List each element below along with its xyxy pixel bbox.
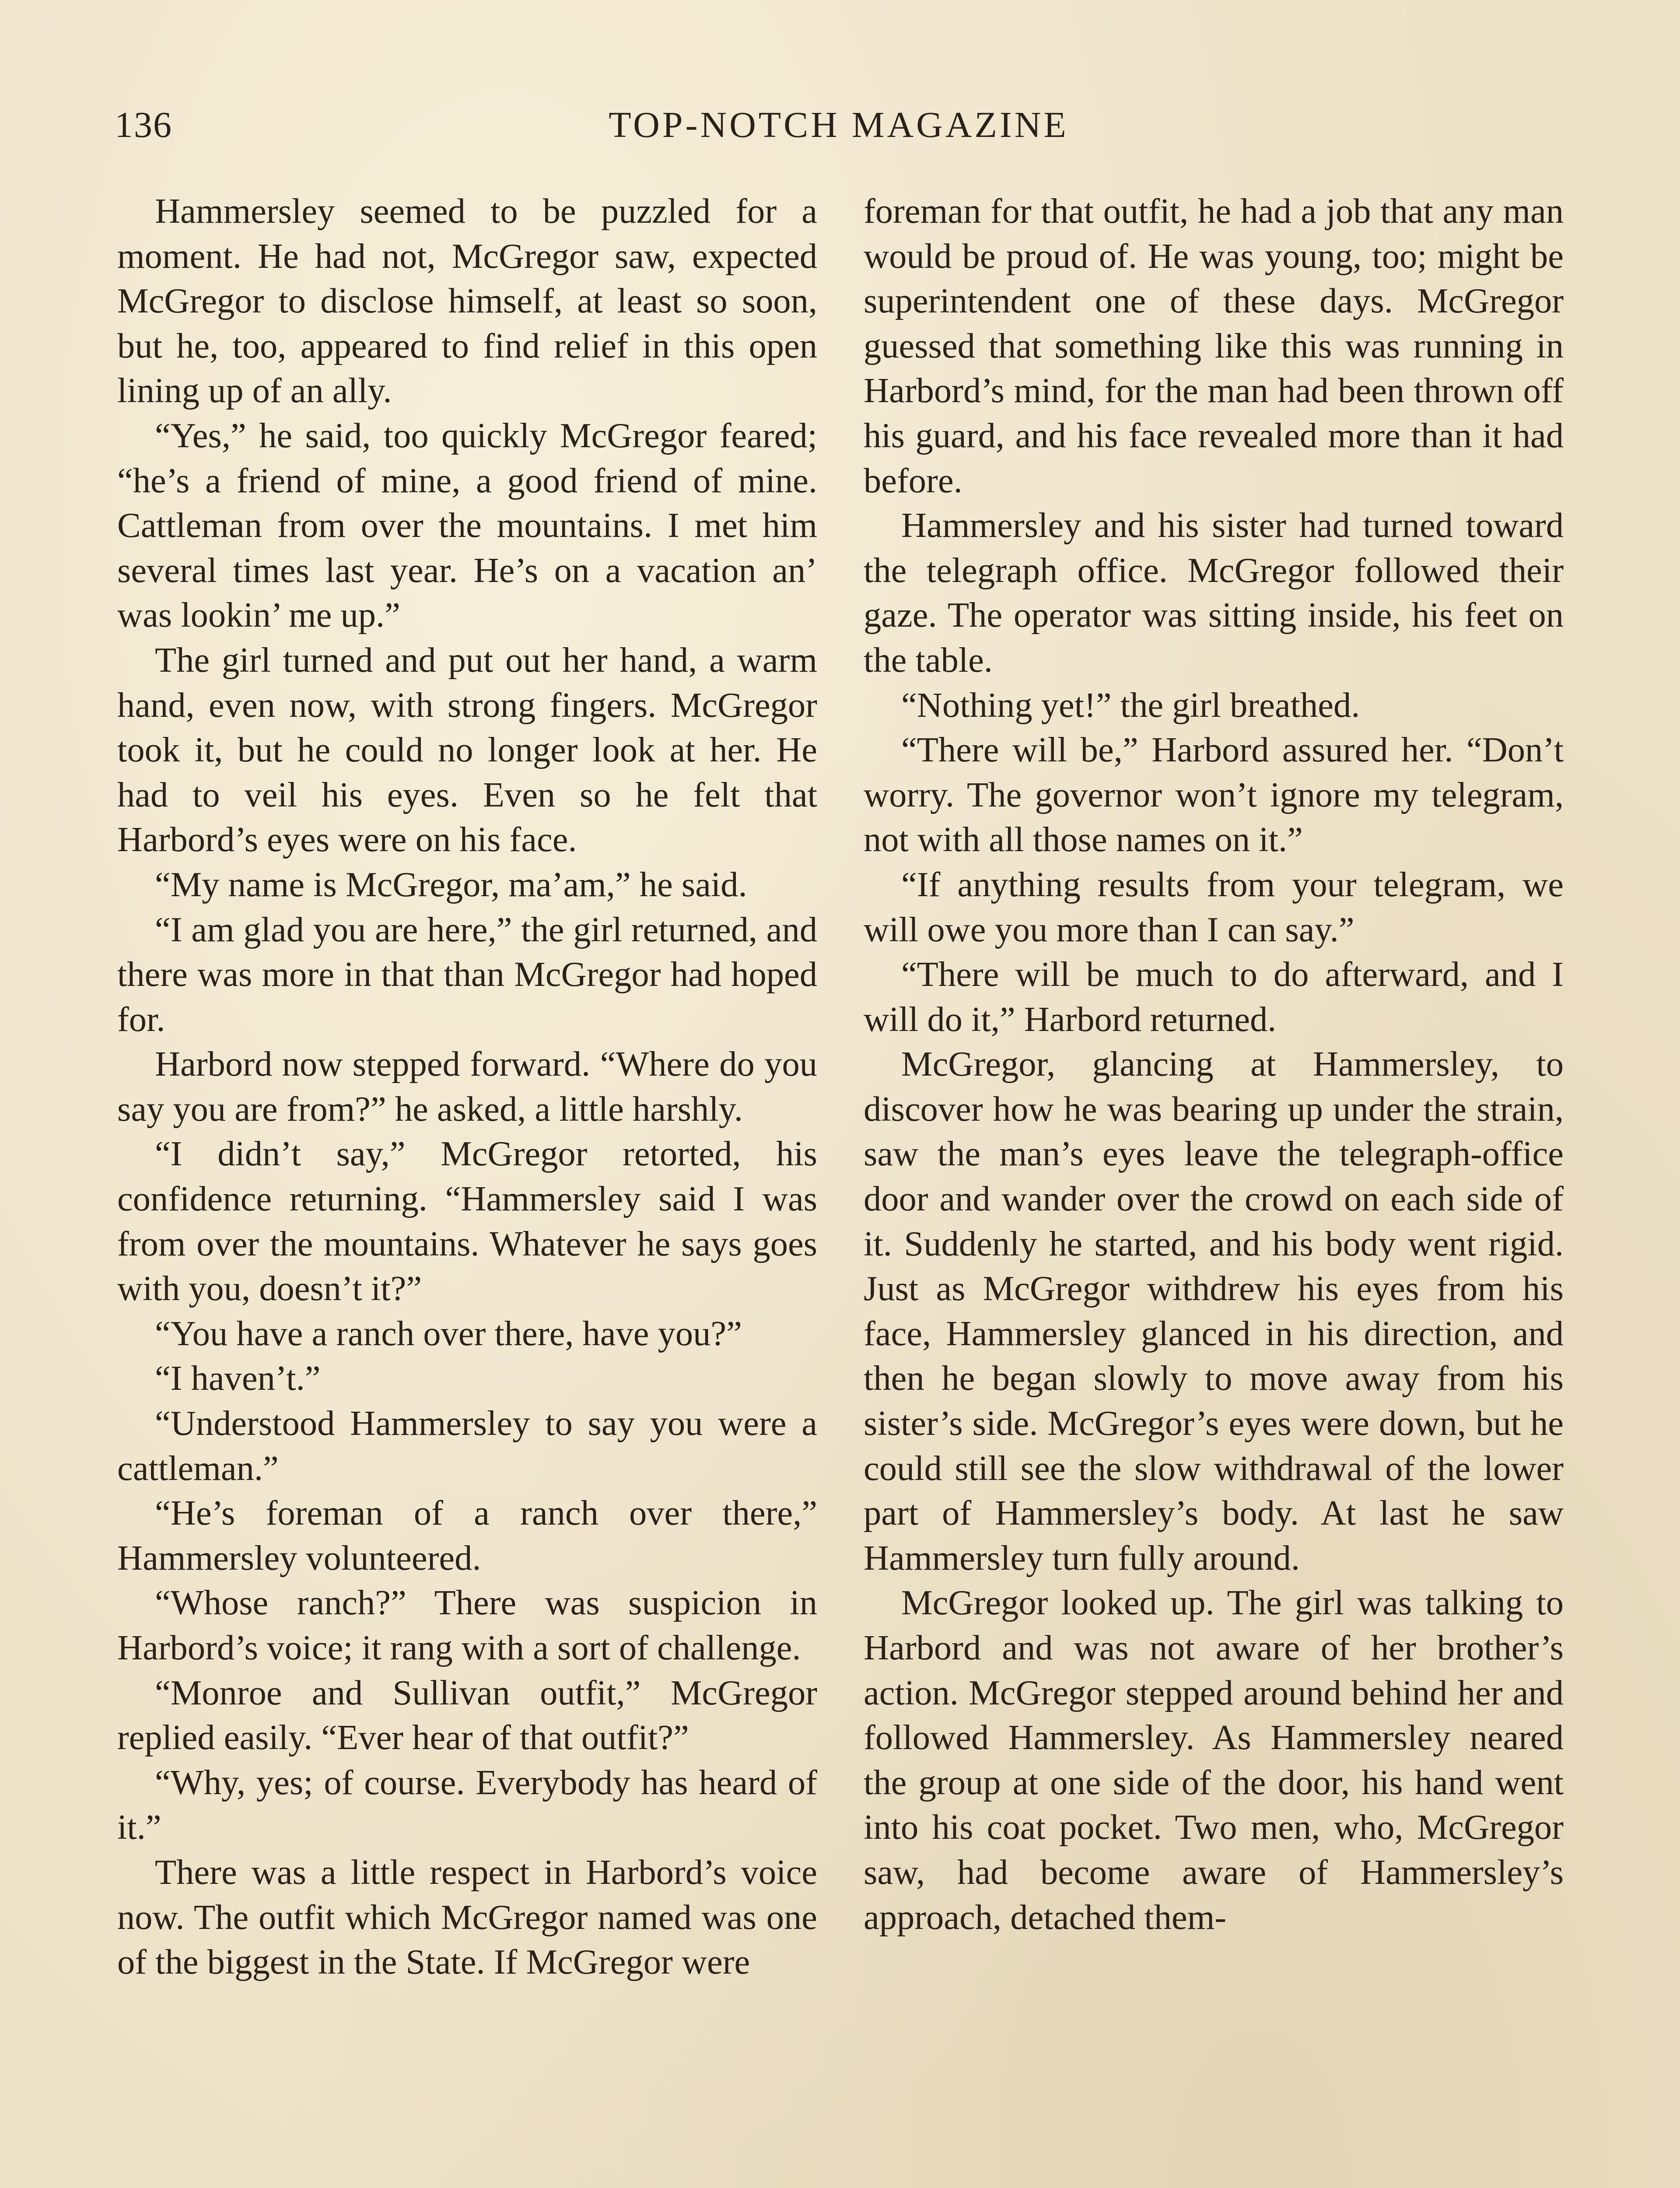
- paragraph: “There will be,” Harbord assured her. “Don’t worry. The governor won’t ignore my telegram, not with all those names on it.”: [864, 730, 1564, 859]
- paragraph: There was a little respect in Harbord’s voice now. The outfit which McGregor named was one of the biggest in the State. If McGregor were: [117, 1852, 817, 1982]
- paragraph: “Why, yes; of course. Everybody has heard of it.”: [117, 1763, 817, 1847]
- paragraph: “Nothing yet!” the girl breathed.: [901, 685, 1360, 725]
- paragraph: “You have a ranch over there, have you?”: [155, 1314, 742, 1353]
- paragraph: McGregor, glancing at Hammersley, to discover how he was bearing up under the strain, saw the man’s eyes leave the telegraph-office door and wander over the crowd on each side of it. Suddenly he started, and his body went rigid. Just as McGregor withdrew his eyes from his face, Hammersley glanced in his direction, and then he began slowly to move away from his sister’s side. McGregor’s eyes were down, but he could still see the slow withdrawal of the lower part of Hammersley’s body. At last he saw Hammersley turn fully around.: [864, 1045, 1564, 1578]
- right-column: [864, 189, 1564, 1940]
- paragraph-continuation: foreman for that outfit, he had a job that any man would be proud of. He was young, too; might be superintendent one of these days. McGregor guessed that something like this was running in Harbord’s mind, for the man had been thrown off his guard, and his face revealed more than it had before.: [864, 192, 1564, 500]
- paragraph: “I am glad you are here,” the girl returned, and there was more in that than McGregor had hoped for.: [117, 910, 817, 1039]
- paragraph: “Whose ranch?” There was suspicion in Harbord’s voice; it rang with a sort of challenge.: [117, 1583, 817, 1667]
- paragraph: Hammersley seemed to be puzzled for a moment. He had not, McGregor saw, expected McGregor to disclose himself, at least so soon, but he, too, appeared to find relief in this open lining up of an ally.: [117, 192, 817, 410]
- paragraph: “Understood Hammersley to say you were a cattleman.”: [117, 1404, 817, 1488]
- paragraph: “Monroe and Sullivan outfit,” McGregor replied easily. “Ever hear of that outfit?”: [117, 1673, 817, 1757]
- paragraph: “There will be much to do afterward, and I will do it,” Harbord returned.: [864, 955, 1564, 1039]
- paragraph: “Yes,” he said, too quickly McGregor feared; “he’s a friend of mine, a good friend of mine. Cattleman from over the mountains. I met him several times last year. He’s on a vacation an’ was lookin’ me up.”: [117, 416, 817, 635]
- paragraph: “If anything results from your telegram, we will owe you more than I can say.”: [864, 865, 1564, 949]
- paragraph: Harbord now stepped forward. “Where do you say you are from?” he asked, a little harshly.: [117, 1045, 817, 1129]
- paragraph: “He’s foreman of a ranch over there,” Hammersley volunteered.: [117, 1494, 817, 1578]
- page-header: [115, 99, 1563, 151]
- paragraph: “My name is McGregor, ma’am,” he said.: [155, 865, 747, 904]
- paragraph: “I didn’t say,” McGregor retorted, his confidence returning. “Hammersley said I was from over the mountains. Whatever he says goes with you, doesn’t it?”: [117, 1134, 817, 1308]
- paragraph: McGregor looked up. The girl was talking to Harbord and was not aware of her brother’s action. McGregor stepped around behind her and followed Hammersley. As Hammersley neared the group at one side of the door, his hand went into his coat pocket. Two men, who, McGregor saw, had become aware of Hammersley’s approach, detached them-: [864, 1583, 1564, 1937]
- page-number: 136: [115, 105, 172, 145]
- running-title: TOP-NOTCH MAGAZINE: [609, 105, 1069, 145]
- paragraph: Hammersley and his sister had turned toward the telegraph office. McGregor followed their gaze. The operator was sitting inside, his feet on the table.: [864, 506, 1564, 680]
- left-column: [117, 189, 817, 1985]
- paragraph: “I haven’t.”: [155, 1359, 321, 1398]
- paragraph: The girl turned and put out her hand, a warm hand, even now, with strong fingers. McGregor took it, but he could no longer look at her. He had to veil his eyes. Even so he felt that Harbord’s eyes were on his face.: [117, 640, 817, 859]
